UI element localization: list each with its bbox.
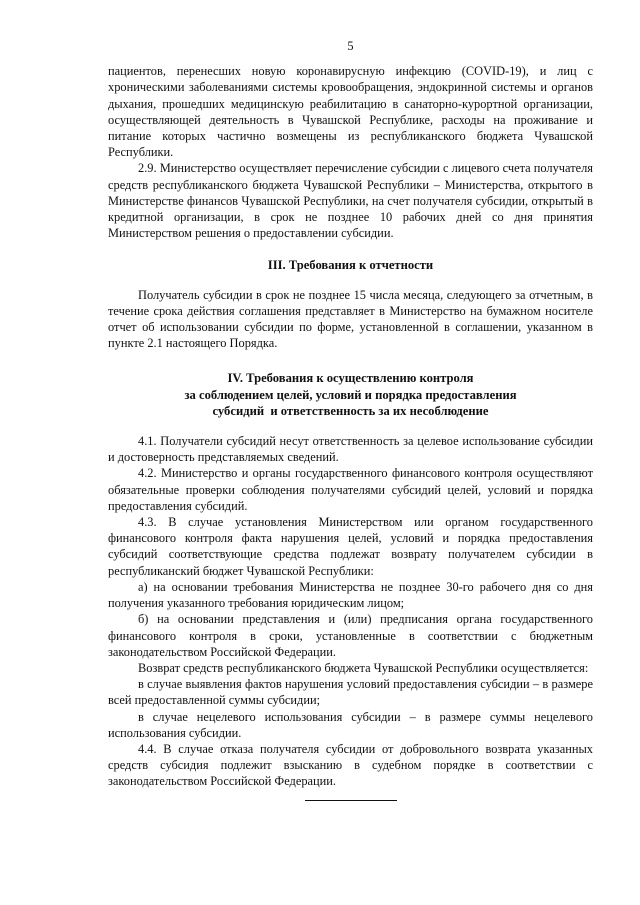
paragraph-4-3-a: а) на основании требования Министерства не позднее 30-го рабочего дня со дня получения указанного требования юридическим лицом; [108,579,593,611]
paragraph-return-case-2: в случае нецелевого использования субсидии – в размере суммы нецелевого использования субсидии. [108,709,593,740]
section-4-heading-line-1: IV. Требования к осуществлению контроля [227,371,474,386]
paragraph-3-1: Получатель субсидии в срок не позднее 15 числа месяца, следующего за отчетным, в течение срока действия соглашения представляет в Министерство на бумажном носителе отчет об использовании субсидии по форме, установленной в соглашении, указанном в пункте 2.1 настоящего Порядка. [108,287,593,351]
page-number: 5 [347,39,354,53]
section-4-heading-line-3: субсидий и ответственность за их несоблюдение [212,403,489,418]
paragraph-4-3-b: б) на основании представления и (или) предписания органа государственного финансового контроля в сроки, установленные в соответствии с бюджетным законодательством Российской Федерации. [108,612,593,659]
section-3-heading: III. Требования к отчетности [267,258,434,273]
paragraph-4-1: 4.1. Получатели субсидий несут ответственность за целевое использование субсидии и достоверность представляемых сведений. [108,434,593,465]
paragraph-4-3: 4.3. В случае установления Министерством или органом государственного финансового контроля факта нарушения целей, условий и порядка предоставления субсидий соответствующие средства подлежат возврату получателем субсидии в республиканский бюджет Чувашской Республики: [108,515,593,578]
section-4-heading [108,370,593,419]
paragraph-2-8-continuation: пациентов, перенесших новую коронавирусную инфекцию (COVID-19), и лиц с хроническими заболеваниями системы кровообращения, эндокринной системы и органов дыхания, прошедших медицинскую реабилитацию в санаторно-курортной организации, осуществляющей деятельность в Чувашской Республике, расходы на проживание и питание которых частично возмещены из республиканского бюджета Чувашской Республики. [108,64,593,160]
section-4-heading-line-2: за соблюдением целей, условий и порядка предоставления [184,387,517,402]
end-of-document-line [305,800,397,801]
paragraph-4-2: 4.2. Министерство и органы государственного финансового контроля осуществляют обязательные проверки соблюдения получателями субсидий целей, условий и порядка предоставления субсидий. [108,466,593,513]
paragraph-4-4: 4.4. В случае отказа получателя субсидии от добровольного возврата указанных средств субсидия подлежит взысканию в судебном порядке в соответствии с законодательством Российской Федерации. [108,741,593,789]
paragraph-2-9: 2.9. Министерство осуществляет перечисление субсидии с лицевого счета получателя средств республиканского бюджета Чувашской Республики – Министерства, открытого в Министерстве финансов Чувашской Республики, на счет получателя субсидии, открытый в кредитной организации, в срок не позднее 10 рабочих дней со дня принятия Министерством решения о предоставлении субсидии. [108,161,593,241]
paragraph-return-case-1: в случае выявления фактов нарушения условий предоставления субсидии – в размере всей предоставленной суммы субсидии; [108,677,593,708]
paragraph-return: Возврат средств республиканского бюджета Чувашской Республики осуществляется: [138,660,589,675]
